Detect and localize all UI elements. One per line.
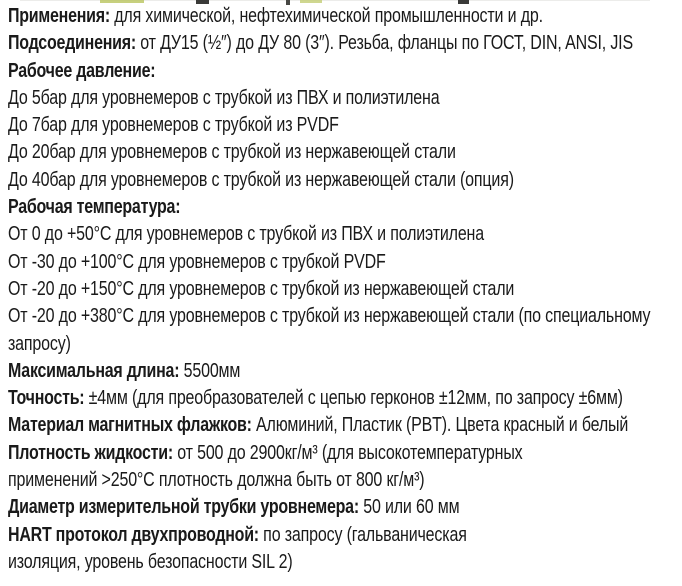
clipped-text-fragment — [300, 0, 322, 3]
spec-text: До 20бар для уровнемеров с трубкой из нержавеющей стали — [8, 141, 456, 164]
spec-line — [8, 85, 682, 112]
spec-line — [8, 194, 682, 221]
spec-line — [8, 167, 682, 194]
spec-text: До 40бар для уровнемеров с трубкой из нержавеющей стали (опция) — [8, 168, 514, 191]
spec-line — [8, 30, 682, 57]
spec-label: Материал магнитных флажков: — [8, 414, 252, 437]
spec-text: От -20 до +380°C для уровнемеров с трубкой из нержавеющей стали (по специальному — [8, 305, 651, 328]
spec-line — [8, 276, 682, 303]
spec-text: от 500 до 2900кг/м³ (для высокотемпературных — [172, 441, 523, 464]
spec-text: запросу) — [8, 332, 71, 355]
spec-line — [8, 522, 682, 549]
spec-line — [8, 494, 682, 521]
clipped-text-fragment — [100, 0, 144, 3]
spec-line — [8, 249, 682, 276]
clipped-line-artifact — [0, 0, 682, 6]
clipped-text-fragment — [196, 0, 209, 4]
spec-text: 5500мм — [179, 359, 241, 382]
spec-line — [8, 467, 682, 494]
spec-text: от ДУ15 (½″) до ДУ 80 (3″). Резьба, фланцы по ГОСТ, DIN, ANSI, JIS — [135, 32, 633, 55]
spec-line — [8, 358, 682, 385]
spec-line — [8, 331, 682, 358]
spec-text: по запросу (гальваническая — [258, 523, 467, 546]
spec-label: HART протокол двухпроводной: — [8, 523, 259, 546]
spec-text: для химической, нефтехимической промышленности и др. — [109, 5, 543, 27]
spec-line — [8, 440, 682, 467]
spec-line — [8, 221, 682, 248]
spec-line — [8, 385, 682, 412]
spec-text: До 5бар для уровнемеров с трубкой из ПВХ и полиэтилена — [8, 86, 440, 109]
clipped-text-fragment — [458, 0, 469, 4]
spec-line — [8, 3, 682, 30]
spec-text: До 7бар для уровнемеров с трубкой из PVDF — [8, 114, 339, 137]
spec-text: ±4мм (для преобразователей с цепью герконов ±12мм, по запросу ±6мм) — [84, 387, 623, 410]
spec-text: От 0 до +50°C для уровнемеров с трубкой из ПВХ и полиэтилена — [8, 223, 484, 246]
spec-label: Рабочая температура: — [8, 196, 181, 219]
spec-label: Максимальная длина: — [8, 359, 180, 382]
spec-label: Диаметр измерительной трубки уровнемера: — [8, 496, 359, 519]
spec-label: Плотность жидкости: — [8, 441, 173, 464]
spec-text: 50 или 60 мм — [358, 496, 460, 519]
spec-label: Применения: — [8, 5, 110, 27]
spec-label: Рабочее давление: — [8, 59, 156, 82]
spec-line — [8, 549, 682, 576]
spec-line — [8, 412, 682, 439]
spec-text: От -30 до +100°C для уровнемеров с трубкой PVDF — [8, 250, 386, 273]
spec-text: применений >250°C плотность должна быть от 800 кг/м³) — [8, 469, 425, 492]
spec-line — [8, 112, 682, 139]
spec-text: От -20 до +150°C для уровнемеров с трубкой из нержавеющей стали — [8, 277, 515, 300]
spec-line — [8, 58, 682, 85]
spec-line — [8, 303, 682, 330]
clipped-text-fragment — [286, 0, 290, 5]
spec-line — [8, 139, 682, 166]
spec-label: Точность: — [8, 387, 85, 410]
spec-label: Подсоединения: — [8, 32, 136, 55]
spec-text: изоляция, уровень безопасности SIL 2) — [8, 550, 293, 573]
spec-text: Алюминий, Пластик (PBT). Цвета красный и белый — [251, 414, 629, 437]
